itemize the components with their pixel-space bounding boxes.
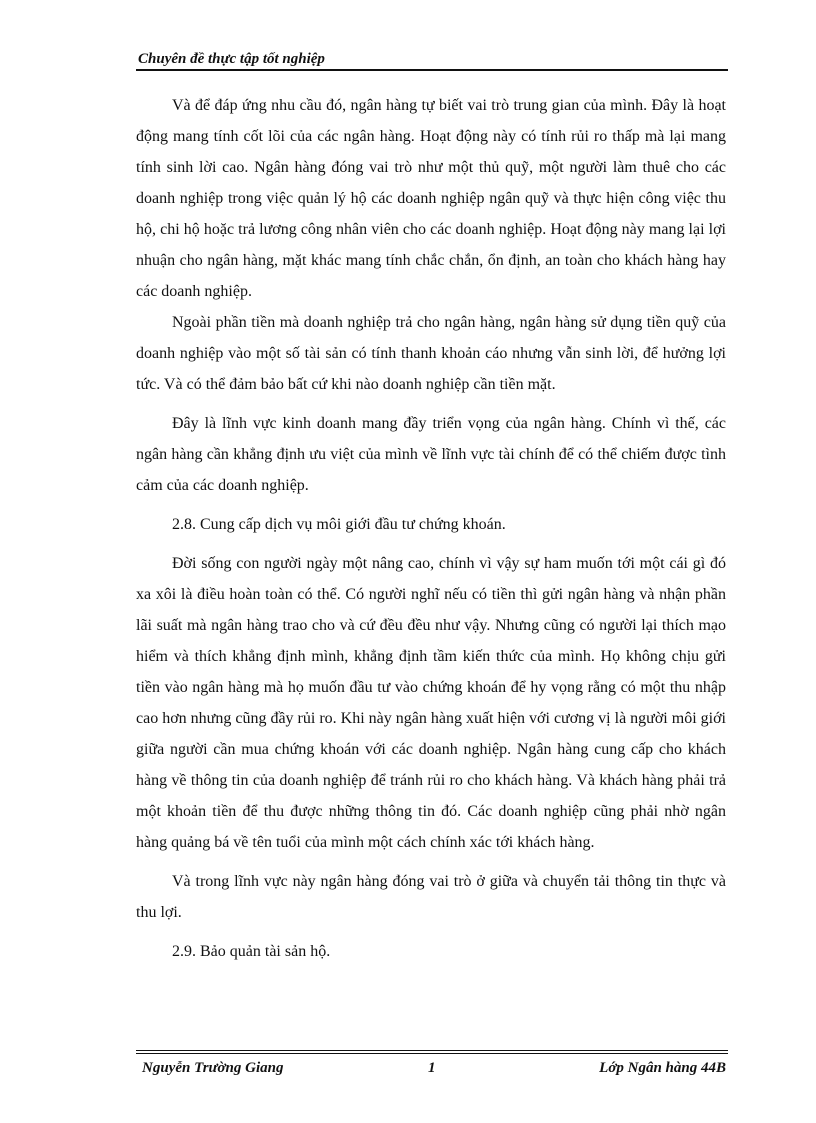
document-body: [136, 90, 726, 967]
paragraph-gap: [136, 540, 726, 548]
paragraph-gap: [136, 858, 726, 866]
header-divider: [136, 69, 728, 71]
paragraph-gap: [136, 501, 726, 509]
paragraph-securities-brokerage: Đời sống con người ngày một nâng cao, chính vì vậy sự ham muốn tới một cái gì đó xa xôi là điều hoàn toàn có thể. Có người nghĩ nếu có tiền thì gửi ngân hàng và nhận phần lãi suất mà ngân hàng trao cho và cứ đều đều như vậy. Nhưng cũng có người lại thích mạo hiểm và thích khẳng định mình, khẳng định tầm kiến thức của mình. Họ không chịu gửi tiền vào ngân hàng mà họ muốn đầu tư vào chứng khoán để hy vọng rằng có một thu nhập cao hơn nhưng cũng đầy rủi ro. Khi này ngân hàng xuất hiện với cương vị là người môi giới giữa người cần mua chứng khoán với các doanh nghiệp. Ngân hàng cung cấp cho khách hàng về thông tin của doanh nghiệp để tránh rủi ro cho khách hàng. Và khách hàng phải trả một khoản tiền để thu được những thông tin đó. Các doanh nghiệp cũng phải nhờ ngân hàng quảng bá về tên tuổi của mình một cách chính xác tới khách hàng.: [136, 555, 726, 851]
paragraph-intermediary-role: Và để đáp ứng nhu cầu đó, ngân hàng tự biết vai trò trung gian của mình. Đây là hoạt động mang tính cốt lõi của các ngân hàng. Hoạt động này có tính rủi ro thấp mà lại mang tính sinh lời cao. Ngân hàng đóng vai trò như một thủ quỹ, một người làm thuê cho các doanh nghiệp trong việc quản lý hộ các doanh nghiệp ngân quỹ và thực hiện công việc thu hộ, chi hộ hoặc trả lương công nhân viên cho các doanh nghiệp. Hoạt động này mang lại lợi nhuận cho ngân hàng, mặt khác mang tính chắc chắn, ổn định, an toàn cho khách hàng hay các doanh nghiệp.: [136, 97, 726, 300]
header-title: Chuyên đề thực tập tốt nghiệp: [138, 51, 325, 67]
paragraph-prospects: Đây là lĩnh vực kinh doanh mang đầy triển vọng của ngân hàng. Chính vì thế, các ngân hàng cần khẳng định ưu việt của mình về lĩnh vực tài chính để có thể chiếm được tình cảm của các doanh nghiệp.: [136, 415, 726, 494]
footer-divider-bottom: [136, 1053, 728, 1054]
page-header: [136, 50, 728, 70]
paragraph-gap: [136, 400, 726, 408]
paragraph-gap: [136, 928, 726, 936]
page-footer: [136, 1050, 728, 1080]
footer-page-number: 1: [428, 1060, 436, 1076]
footer-divider-top: [136, 1050, 728, 1051]
footer-class-name: Lớp Ngân hàng 44B: [599, 1060, 726, 1076]
paragraph-fund-usage: Ngoài phần tiền mà doanh nghiệp trả cho ngân hàng, ngân hàng sử dụng tiền quỹ của doanh nghiệp vào một số tài sản có tính thanh khoản cáo nhưng vẫn sinh lời, để hưởng lợi tức. Và có thể đảm bảo bất cứ khi nào doanh nghiệp cần tiền mặt.: [136, 314, 726, 393]
footer-author: Nguyễn Trường Giang: [142, 1060, 284, 1076]
section-heading-2-8: 2.8. Cung cấp dịch vụ môi giới đầu tư chứng khoán.: [172, 516, 506, 533]
paragraph-bank-role: Và trong lĩnh vực này ngân hàng đóng vai trò ở giữa và chuyển tải thông tin thực và thu lợi.: [136, 873, 726, 921]
section-heading-2-9: 2.9. Bảo quản tài sản hộ.: [172, 943, 331, 960]
